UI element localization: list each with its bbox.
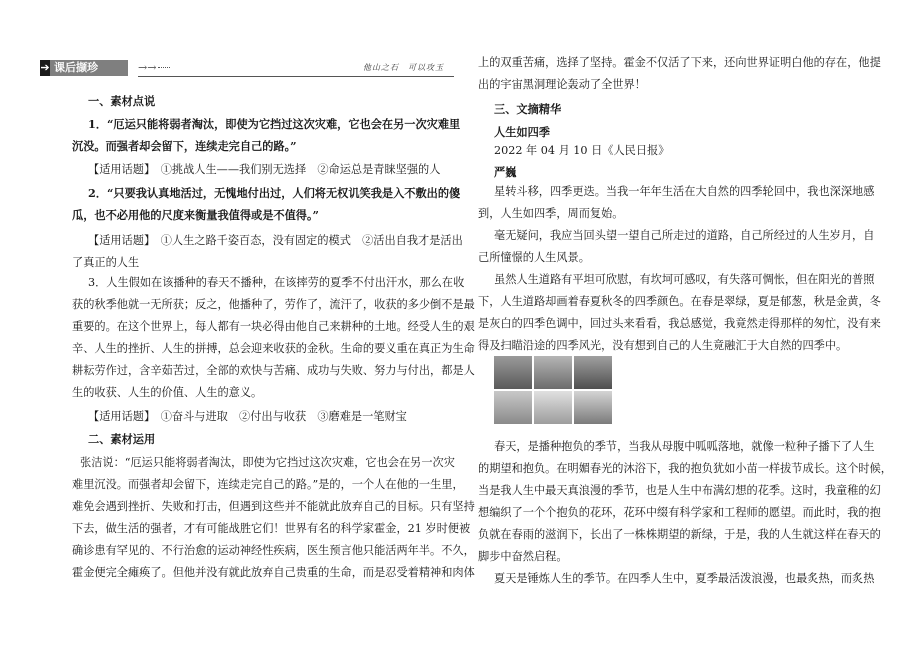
- right-text-line: 三、文摘精华: [494, 102, 562, 116]
- dotted-divider: [158, 67, 170, 70]
- arrow-icon: ➔: [40, 61, 50, 74]
- right-text-line: 己所憧憬的人生风景。: [478, 251, 590, 264]
- right-text-line: 夏天是锤炼人生的季节。在四季人生中，夏季最活泼浪漫，也最炙热，而炙热: [494, 572, 875, 585]
- photo-tile: [534, 356, 572, 389]
- left-text-line: 一、素材点说: [88, 94, 156, 108]
- left-text-line: 二、素材运用: [88, 432, 156, 446]
- section-title: 课后撷珍: [50, 60, 128, 76]
- left-text-line: 【适用话题】 ①挑战人生——我们别无选择 ②命运总是青睐坚强的人: [88, 163, 441, 176]
- left-text-line: 难免会遇到挫折、失败和打击，但遇到这些并不能就此放弃自己的目标。只有坚持: [72, 500, 475, 513]
- photo-tile: [574, 391, 612, 424]
- right-text-line: 星转斗移，四季更迭。当我一年年生活在大自然的四季轮回中，我也深深地感: [494, 185, 875, 198]
- header-motto: 他山之石 可以攻玉: [363, 63, 444, 72]
- left-text-line: 瓜，也不必用他的尺度来衡量我值得或是不值得。”: [72, 208, 319, 222]
- left-text-line: 了真正的人生: [72, 256, 140, 269]
- left-text-line: 3．人生假如在该播种的春天不播种，在该摔劳的夏季不付出汗水，那么在收: [88, 276, 465, 289]
- left-text-line: 辛、人生的挫折、人生的拼搏，总会迎来收获的金秋。生命的要义重在真正为生命: [72, 342, 475, 355]
- right-text-line: 的期望和抱负。在明媚春光的沐浴下，我的抱负犹如小苗一样拔节成长。这个时候，: [478, 462, 892, 475]
- photo-tile: [494, 356, 532, 389]
- photo-tile: [534, 391, 572, 424]
- left-text-line: 【适用话题】 ①人生之路千姿百态，没有固定的模式 ②活出自我才是活出: [88, 234, 463, 247]
- left-text-line: 沉没。而强者却会留下，连续走完自己的路。”: [72, 139, 297, 153]
- left-text-line: 耕耘劳作过，含辛茹苦过，全部的欢快与苦痛、成功与失败、努力与付出，都是人: [72, 364, 475, 377]
- right-text-line: 想编织了一个个抱负的花环，花环中缀有科学家和工程师的愿望。而此时，我的抱: [478, 506, 881, 519]
- four-seasons-photo: [494, 356, 612, 424]
- left-text-line: 生的收获、人生的价值、人生的意义。: [72, 386, 263, 399]
- photo-tile: [494, 391, 532, 424]
- right-text-line: 下，人生道路却画着春夏秋冬的四季颜色。在春是翠绿，夏是郁葱，秋是金黄，冬: [478, 295, 881, 308]
- right-text-line: 得及扫瞄沿途的四季风光，没有想到自己的人生竟融汇于大自然的四季中。: [478, 339, 848, 352]
- left-text-line: 【适用话题】 ①奋斗与进取 ②付出与收获 ③磨难是一笔财宝: [88, 410, 407, 423]
- right-text-line: 虽然人生道路有平坦可欣慰，有坎坷可感叹，有失落可惆怅，但在阳光的普照: [494, 273, 875, 286]
- left-text-line: 张洁说：“厄运只能将弱者淘汰，即使为它挡过这次灾难，它也会在另一次灾: [80, 456, 455, 469]
- left-text-line: 确诊患有罕见的、不行治愈的运动神经性疾病，医生预言他只能活两年半。不久，: [72, 544, 475, 557]
- photo-tile: [574, 356, 612, 389]
- double-arrow-icon: →→: [138, 61, 157, 74]
- right-text-line: 当是我人生中最天真浪漫的季节，也是人生中布满幻想的花季。这时，我童稚的幻: [478, 484, 881, 497]
- right-text-line: 春天，是播种抱负的季节，当我从母腹中呱呱落地，就像一粒种子播下了人生: [494, 440, 875, 453]
- left-text-line: 下去，做生活的强者，才有可能战胜它们！世界有名的科学家霍金，21 岁时便被: [72, 522, 471, 535]
- right-text-line: 人生如四季: [494, 125, 550, 139]
- header-rule: [138, 76, 454, 77]
- right-text-line: 严巍: [494, 165, 517, 179]
- right-text-line: 负就在春雨的滋润下，长出了一株株期望的新绿，于是，我的人生就这样在春天的: [478, 528, 881, 541]
- left-text-line: 霍金便完全瘫痪了。但他并没有就此放弃自己贵重的生命，而是忍受着精神和肉体: [72, 566, 475, 579]
- section-header: [40, 60, 454, 76]
- left-text-line: 重要的。在这个世界上，每人都有一块必得由他自己来耕种的土地。经受人生的艰: [72, 320, 475, 333]
- left-text-line: 获的秋季他就一无所获；反之，他播种了，劳作了，流汗了，收获的多少倒不是最: [72, 298, 475, 311]
- right-text-line: 脚步中奋然启程。: [478, 550, 568, 563]
- left-text-line: 2．“只要我认真地活过，无愧地付出过，人们将无权讥笑我是入不敷出的傻: [88, 186, 461, 200]
- right-text-line: 到，人生如四季，周而复始。: [478, 207, 624, 220]
- right-text-line: 毫无疑问，我应当回头望一望自己所走过的道路，自己所经过的人生岁月，自: [494, 229, 875, 242]
- left-text-line: 1．“厄运只能将弱者淘汰，即使为它挡过这次灾难，它也会在另一次灾难里: [88, 117, 461, 131]
- right-text-line: 2022 年 04 月 10 日《人民日报》: [494, 144, 670, 157]
- right-text-line: 出的宇宙黑洞理论轰动了全世界！: [478, 78, 646, 91]
- right-text-line: 上的双重苦痛，选择了坚持。霍金不仅活了下来，还向世界证明白他的存在，他提: [478, 56, 881, 69]
- left-text-line: 难里沉没。而强者却会留下，连续走完自己的路。”是的，一个人在他的一生里，: [72, 478, 464, 491]
- right-text-line: 是灰白的四季色调中，回过头来看看，我总感觉，我竟然走得那样的匆忙，没有来: [478, 317, 881, 330]
